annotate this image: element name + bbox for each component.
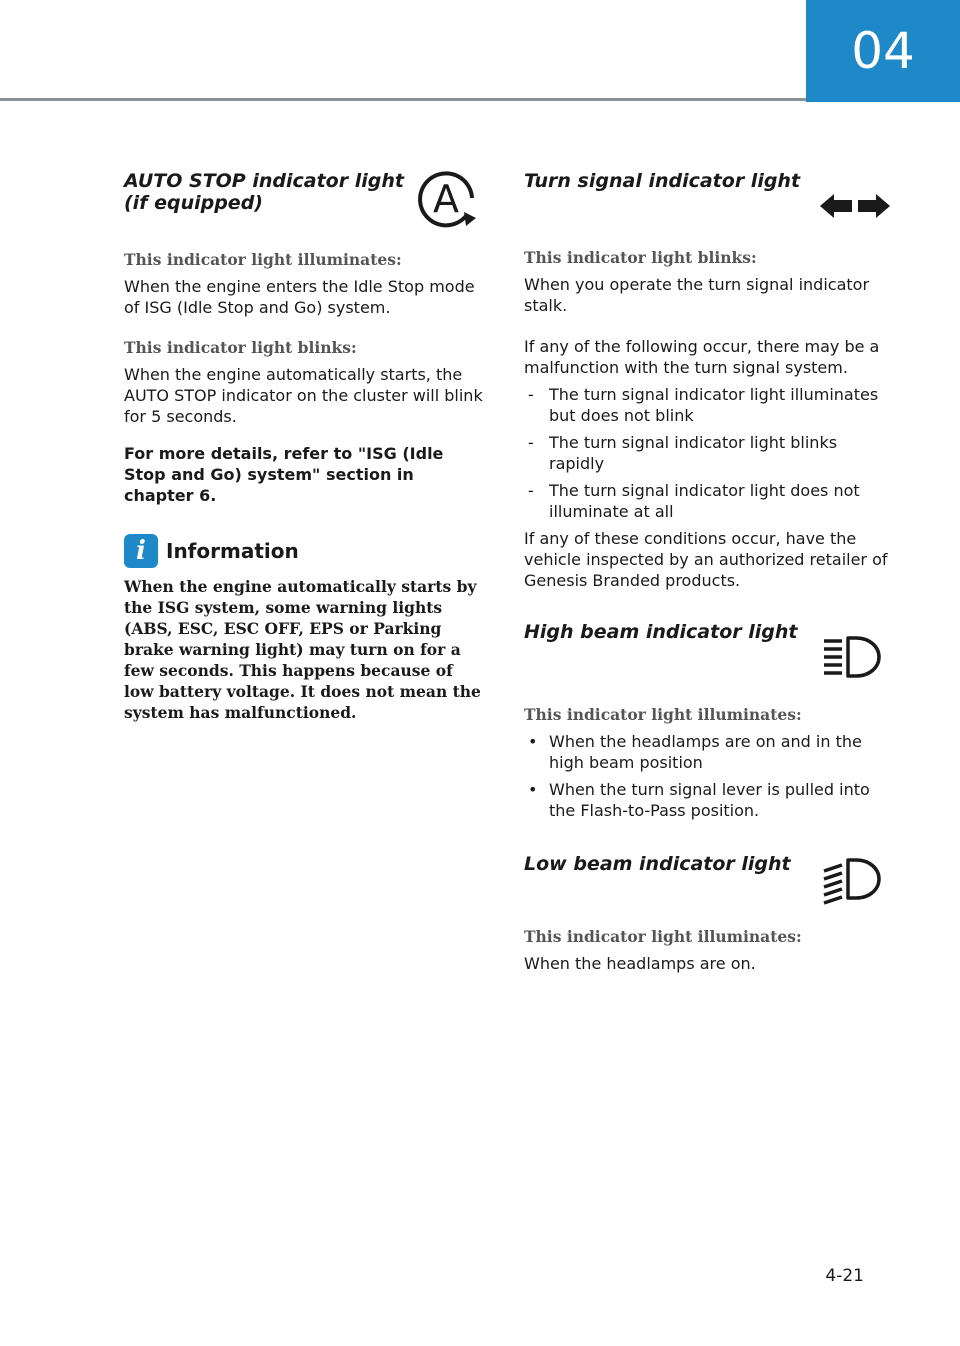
- low-beam-title: Low beam indicator light: [524, 853, 791, 875]
- chapter-number: 04: [851, 22, 915, 80]
- auto-stop-text-blinks: When the engine automatically starts, the AUTO STOP indicator on the cluster will blink for 5 seconds.: [124, 365, 483, 426]
- list-item: - The turn signal indicator light illuminates but does not blink: [528, 385, 879, 425]
- auto-stop-a-icon: [414, 168, 486, 232]
- list-item: - The turn signal indicator light blinks rapidly: [528, 433, 838, 473]
- auto-stop-title-line2: (if equipped): [124, 192, 263, 214]
- chapter-tab: [806, 0, 960, 102]
- auto-stop-section-heading: [124, 170, 486, 232]
- information-title: Information: [166, 539, 299, 563]
- list-item: • When the turn signal lever is pulled into the Flash-to-Pass position.: [528, 780, 870, 820]
- header-rule: [0, 98, 806, 101]
- high-beam-title: High beam indicator light: [524, 621, 798, 643]
- low-beam-text: When the headlamps are on.: [524, 954, 756, 973]
- auto-stop-sub-blinks: This indicator light blinks:: [124, 338, 357, 357]
- auto-stop-sub-illuminates: This indicator light illuminates:: [124, 250, 402, 269]
- low-beam-icon: [822, 857, 882, 911]
- left-column: [124, 170, 486, 723]
- high-beam-sub-illuminates: This indicator light illuminates:: [524, 705, 802, 724]
- low-beam-section-heading: [524, 853, 890, 911]
- high-beam-section-heading: [524, 621, 890, 685]
- list-item: • When the headlamps are on and in the high beam position: [528, 732, 862, 772]
- page-number: 4-21: [825, 1266, 864, 1286]
- auto-stop-text-illuminates: When the engine enters the Idle Stop mode of ISG (Idle Stop and Go) system.: [124, 277, 475, 317]
- turn-signal-malfunction-list: [524, 384, 890, 522]
- high-beam-list: [524, 731, 890, 821]
- svg-text:A: A: [433, 177, 459, 221]
- low-beam-sub-illuminates: This indicator light illuminates:: [524, 927, 802, 946]
- auto-stop-title-line1: AUTO STOP indicator light: [124, 170, 404, 192]
- auto-stop-title: [124, 170, 404, 214]
- high-beam-icon: [822, 635, 882, 685]
- turn-signal-inspection-text: If any of these conditions occur, have the vehicle inspected by an authorized retailer of Genesis Branded products.: [524, 529, 888, 590]
- turn-arrows-icon: [820, 192, 890, 224]
- information-heading: [124, 534, 486, 568]
- turn-signal-malfunction-intro: If any of the following occur, there may be a malfunction with the turn signal system.: [524, 337, 880, 377]
- turn-signal-sub-blinks: This indicator light blinks:: [524, 248, 757, 267]
- right-column: [524, 170, 890, 974]
- auto-stop-reference-note: For more details, refer to "ISG (Idle Stop and Go) system" section in chapter 6.: [124, 444, 444, 505]
- turn-signal-section-heading: [524, 170, 890, 224]
- list-item: - The turn signal indicator light does not illuminate at all: [528, 481, 860, 521]
- information-icon: i: [124, 534, 158, 568]
- information-body: When the engine automatically starts by the ISG system, some warning lights (ABS, ESC, ESC OFF, EPS or Parking brake warning light) may turn on for a few seconds. This happens because of low battery voltage. It does not mean the system has malfunctioned.: [124, 577, 481, 722]
- turn-signal-text-blinks: When you operate the turn signal indicator stalk.: [524, 275, 870, 315]
- turn-signal-title: Turn signal indicator light: [524, 170, 801, 192]
